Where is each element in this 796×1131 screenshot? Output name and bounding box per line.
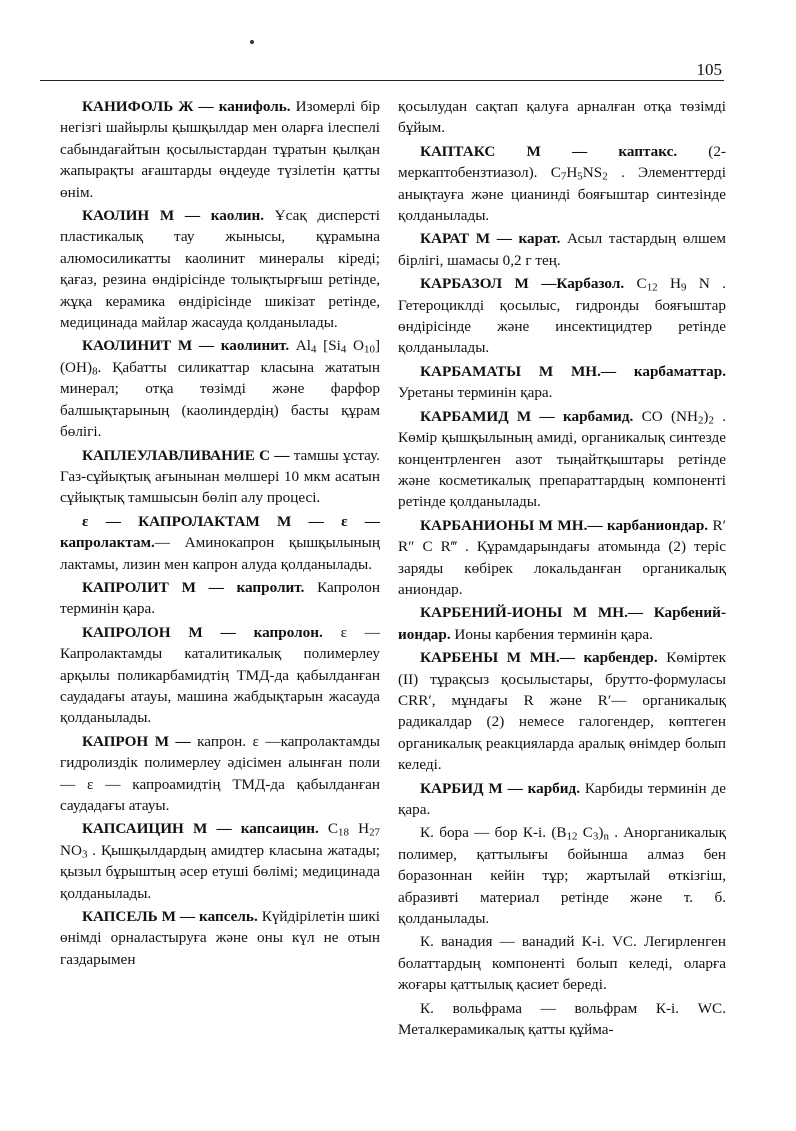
entry-headword: капролактам.: [60, 534, 155, 552]
entry-text: . Анорганикалық полимер, қаттылығы бойынша алмаз бен боразоннан кейін тұр; жартылай өткізгіш, абразивті материал ретінде және т. б. қолданылады.: [398, 824, 726, 928]
entry-text: NS: [582, 164, 603, 182]
dictionary-entry: [60, 335, 380, 442]
entry-headword: КАПЛЕУЛАВЛИВАНИЕ С —: [82, 446, 290, 464]
dictionary-entry: [398, 273, 726, 359]
entry-text: CO (NH: [633, 407, 698, 425]
entry-text: H: [657, 275, 681, 293]
formula-subscript: 12: [646, 281, 658, 294]
entry-text: (2-меркаптобензтиазол). C: [398, 142, 726, 182]
formula-subscript: 2: [708, 414, 714, 427]
entry-text: . Қабатты силикаттар класына жататын минерал; отқа төзімді және фарфор балшықтарының (каолиндердің) басты құрам бөлігі.: [60, 358, 380, 441]
entry-text: Күйдірілетін шикі өнімді орналастыруға және оны күл не отын газдарымен: [60, 908, 380, 968]
entry-text: ε — Капролактамды каталитикалық полимерлеу арқылы поликарбамидтің ТМД-да қабылданған саудадағы атауы, машина жабдықтарын жасауда қолданылады.: [60, 623, 380, 727]
entry-text: капрон. ε —капролактамды гидролиздік полимерлеу әдісімен алынған поли — ε — капроамидтің ТМД-да қабылданған саудадағы атауы.: [60, 732, 380, 814]
dictionary-entry: [60, 906, 380, 970]
entry-headword: КАОЛИН М — каолин.: [82, 207, 265, 225]
entry-headword: КАРАТ М — карат.: [420, 230, 561, 248]
entry-headword: КАРБЕНИЙ-ИОНЫ М МН.— Карбений-иондар.: [398, 604, 726, 643]
entry-headword: КАРБАМИД М — карбамид.: [420, 407, 634, 425]
dictionary-entry: [398, 406, 726, 513]
entry-text: тамшы ұстау. Газ-сұйықтық ағынынан мөлшері 10 мкм асатын сұйықтық тамшысын бөліп алу процесі.: [60, 446, 380, 507]
dictionary-entry: [398, 647, 726, 775]
formula-subscript: 5: [577, 170, 583, 183]
dictionary-entry: [60, 731, 380, 817]
dictionary-entry: [398, 228, 726, 271]
entry-text: Капролон терминін қара.: [60, 578, 380, 618]
formula-subscript: 3: [81, 848, 88, 861]
entry-text: Асыл тастардың өлшем бірлігі, шамасы 0,2 г тең.: [398, 230, 726, 269]
formula-subscript: 18: [338, 827, 349, 840]
entry-text: ] (OH): [60, 337, 380, 376]
dictionary-entry: [60, 577, 380, 620]
dictionary-entry: [398, 778, 726, 821]
entry-text: К. вольфрама — вольфрам К-і. WC. Металкерамикалық қатты құйма-: [398, 999, 726, 1039]
formula-subscript: 3: [592, 831, 599, 844]
dictionary-entry: [398, 141, 726, 227]
entry-text: R′ R″ C R‴ . Құрамдарындағы атомында (2) теріс заряды көбірек локальданған органикалық аниондар.: [398, 516, 726, 598]
left-column: [60, 96, 380, 972]
entry-text: O: [346, 337, 364, 355]
entry-text: Ионы карбения терминін қара.: [450, 625, 653, 643]
entry-text: — Аминокапрон қышқылының лактамы, лизин мен капрон алуда қолданылады.: [60, 534, 380, 573]
entry-text: C: [624, 275, 647, 293]
formula-subscript: 9: [680, 281, 687, 294]
formula-subscript: n: [603, 831, 609, 844]
entry-text: NO: [60, 841, 82, 859]
entry-text: C: [318, 820, 339, 838]
entry-text: ): [703, 407, 709, 425]
dictionary-entry: [60, 622, 380, 729]
entry-text: C: [577, 824, 593, 842]
entry-text: Ұсақ дисперсті пластикалық тау жынысы, құрамына алюмосиликатты каолинит минералы кіреді; қағаз, резина өндірісінде толықтырғыш ретінде, жұқа керамика өндірісінде шикізат ретінде, медицинада майлар жасауда қолданылады.: [60, 207, 381, 332]
formula-subscript: 2: [697, 414, 704, 427]
entry-headword: КАРБАЗОЛ М —Карбазол.: [420, 275, 625, 293]
entry-headword: ε — КАПРОЛАКТАМ М — ε —: [82, 512, 380, 530]
formula-subscript: 4: [340, 344, 347, 357]
entry-text: Көміртек (II) тұрақсыз қосылыстары, брутто-формуласы CRR′, мұндағы R және R′— органикалық радикалдар (2) немесе галогендер, көптеген органикалық реакцияларда аралық өнімдер болып келеді.: [398, 649, 726, 774]
page-dot: [250, 40, 254, 44]
dictionary-entry: [60, 96, 380, 203]
formula-subscript: 10: [364, 344, 375, 357]
entry-text: қосылудан сақтап қалуға арналған отқа төзімді бұйым.: [398, 98, 726, 137]
dictionary-entry: [398, 96, 726, 139]
dictionary-entry: [60, 445, 380, 509]
entry-text: К. ванадия — ванадий К-і. VC. Легирленген болаттардың компоненті болып келеді, оларға жоғары қаттылық қасиет береді.: [398, 933, 726, 994]
entry-headword: КАПРОЛИТ М — капролит.: [82, 578, 305, 596]
entry-text: . Қышқылдардың амидтер класына жатады; қызыл бұрыштың әсер етуші бөлімі; медицинада қолданылады.: [60, 841, 380, 902]
dictionary-entry: [398, 602, 726, 645]
entry-headword: КАПСАИЦИН М — капсаицин.: [82, 820, 319, 838]
entry-text: [Si: [316, 337, 341, 355]
dictionary-entry: [60, 818, 380, 904]
entry-headword: КАРБАНИОНЫ М МН.— карбаниондар.: [420, 516, 709, 534]
dictionary-entry: [60, 205, 380, 333]
entry-text: Изомерлі бір негізгі шайырлы қышқылдар мен оларға ілеспелі сабындағайтын қосылыстардан тұратын қылқан жапырақты ағаштарды өңдеуде түзілетін қатты өнім.: [60, 98, 380, 201]
entry-text: К. бора — бор К-і. (B: [420, 824, 567, 842]
formula-subscript: 7: [560, 170, 567, 183]
entry-headword: КАРБАМАТЫ М МН.— карбаматтар.: [420, 362, 726, 380]
dictionary-entry: [398, 822, 726, 929]
entry-headword: КАРБИД М — карбид.: [420, 779, 580, 797]
formula-subscript: 27: [369, 827, 380, 840]
entry-text: Al: [289, 337, 311, 355]
entry-headword: КАПТАКС М — каптакс.: [420, 142, 678, 160]
right-column: [398, 96, 726, 1042]
dictionary-entry: [398, 361, 726, 404]
entry-headword: КАРБЕНЫ М МН.— карбендер.: [420, 649, 658, 667]
dictionary-entry: [60, 511, 380, 575]
formula-subscript: 12: [566, 831, 578, 844]
formula-subscript: 2: [602, 170, 608, 183]
entry-text: ): [598, 824, 604, 842]
entry-text: H: [566, 164, 578, 182]
entry-text: . Көмір қышқылының амиді, органикалық синтезде концентрленген азот тыңайтқыштары ретінде және косметикалық препараттардың компоненті ретінде қолданылады.: [398, 407, 726, 511]
entry-headword: КАНИФОЛЬ Ж — канифоль.: [82, 98, 291, 115]
formula-subscript: 8: [92, 365, 98, 378]
entry-headword: КАПСЕЛЬ М — капсель.: [82, 908, 258, 926]
entry-text: . Элементтерді анықтауға және цианинді бояғыштар синтезінде қолданылады.: [398, 164, 727, 225]
dictionary-entry: [398, 998, 726, 1041]
entry-headword: КАПРОН М —: [82, 732, 191, 750]
entry-text: Карбиды терминін де қара.: [398, 779, 726, 818]
entry-text: Уретаны терминін қара.: [398, 384, 553, 402]
formula-subscript: 4: [311, 344, 317, 357]
dictionary-entry: [398, 515, 726, 601]
entry-text: H: [348, 820, 370, 838]
entry-headword: КАПРОЛОН М — капролон.: [82, 623, 323, 641]
page-number: 105: [696, 60, 722, 79]
header-rule: [40, 80, 724, 81]
entry-headword: КАОЛИНИТ М — каолинит.: [82, 337, 290, 355]
entry-text: N . Гетероциклді қосылыс, гидронды бояғыштар өндірісінде және инсектицидтер ретінде қолданылады.: [398, 275, 726, 357]
dictionary-entry: [398, 931, 726, 995]
